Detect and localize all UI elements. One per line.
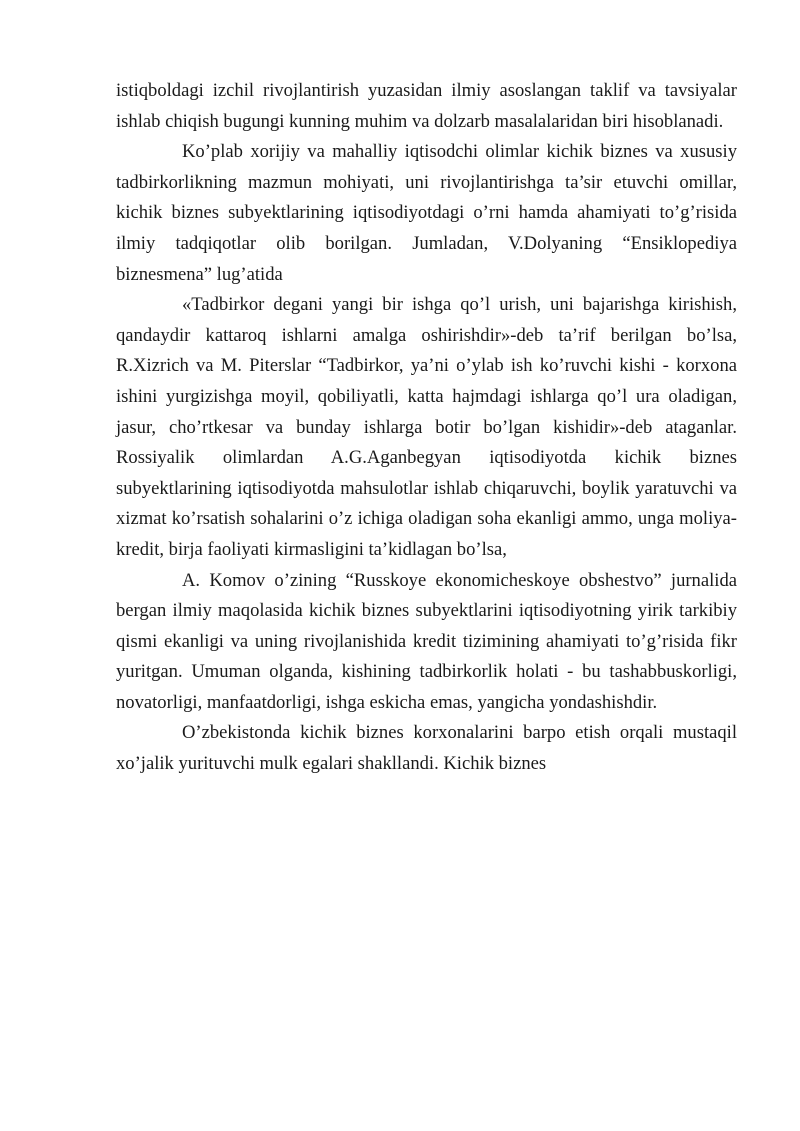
paragraph-1: istiqboldagi izchil rivojlantirish yuzasidan ilmiy asoslangan taklif va tavsiyalar ishlab chiqish bugungi kunning muhim va dolzarb masalalaridan biri hisoblanadi. <box>116 80 737 132</box>
paragraph-2: Ko’plab xorijiy va mahalliy iqtisodchi olimlar kichik biznes va xususiy tadbirkorlikning mazmun mohiyati, uni rivojlantirishga ta’sir etuvchi omillar, kichik biznes subyektlarining iqtisodiyotdagi o’rni hamda ahamiyati to’g’risida ilmiy tadqiqotlar olib borilgan. Jumladan, V.Dolyaning “Ensiklopediya biznesmena” lug’atida <box>116 141 737 285</box>
paragraph-3: «Tadbirkor degani yangi bir ishga qo’l urish, uni bajarishga kirishish, qandaydir kattaroq ishlarni amalga oshirishdir»-deb ta’rif berilgan bo’lsa, R.Xizrich va M. Piterslar “Tadbirkor, ya’ni o’ylab ish ko’ruvchi kishi - korxona ishini yurgizishga moyil, qobiliyatli, katta hajmdagi ishlarga qo’l ura oladigan, jasur, cho’rtkesar va bunday ishlarga botir bo’lgan kishidir»-deb ataganlar. Rossiyalik olimlardan A.G.Aganbegyan iqtisodiyotda kichik biznes subyektlarining iqtisodiyotda mahsulotlar ishlab chiqaruvchi, boylik yaratuvchi va xizmat ko’rsatish sohalarini o’z ichiga oladigan soha ekanligi ammo, unga moliya-kredit, birja faoliyati kirmasligini ta’kidlagan bo’lsa, <box>116 294 737 560</box>
paragraph-5: O’zbekistonda kichik biznes korxonalarini barpo etish orqali mustaqil xo’jalik yurituvchi mulk egalari shakllandi. Kichik biznes <box>116 722 737 775</box>
paragraph-4: A. Komov o’zining “Russkoye ekonomicheskoye obshestvo” jurnalida bergan ilmiy maqolasida kichik biznes subyektlarini iqtisodiyotning yirik tarkibiy qismi ekanligi va uning rivojlanishida kredit tizimining ahamiyati to’g’risida fikr yuritgan. Umuman olganda, kishining tadbirkorlik holati - bu tashabbuskorligi, novatorligi, manfaatdorligi, ishga eskicha emas, yangicha yondashishdir. <box>116 569 737 713</box>
document-page <box>116 76 737 780</box>
